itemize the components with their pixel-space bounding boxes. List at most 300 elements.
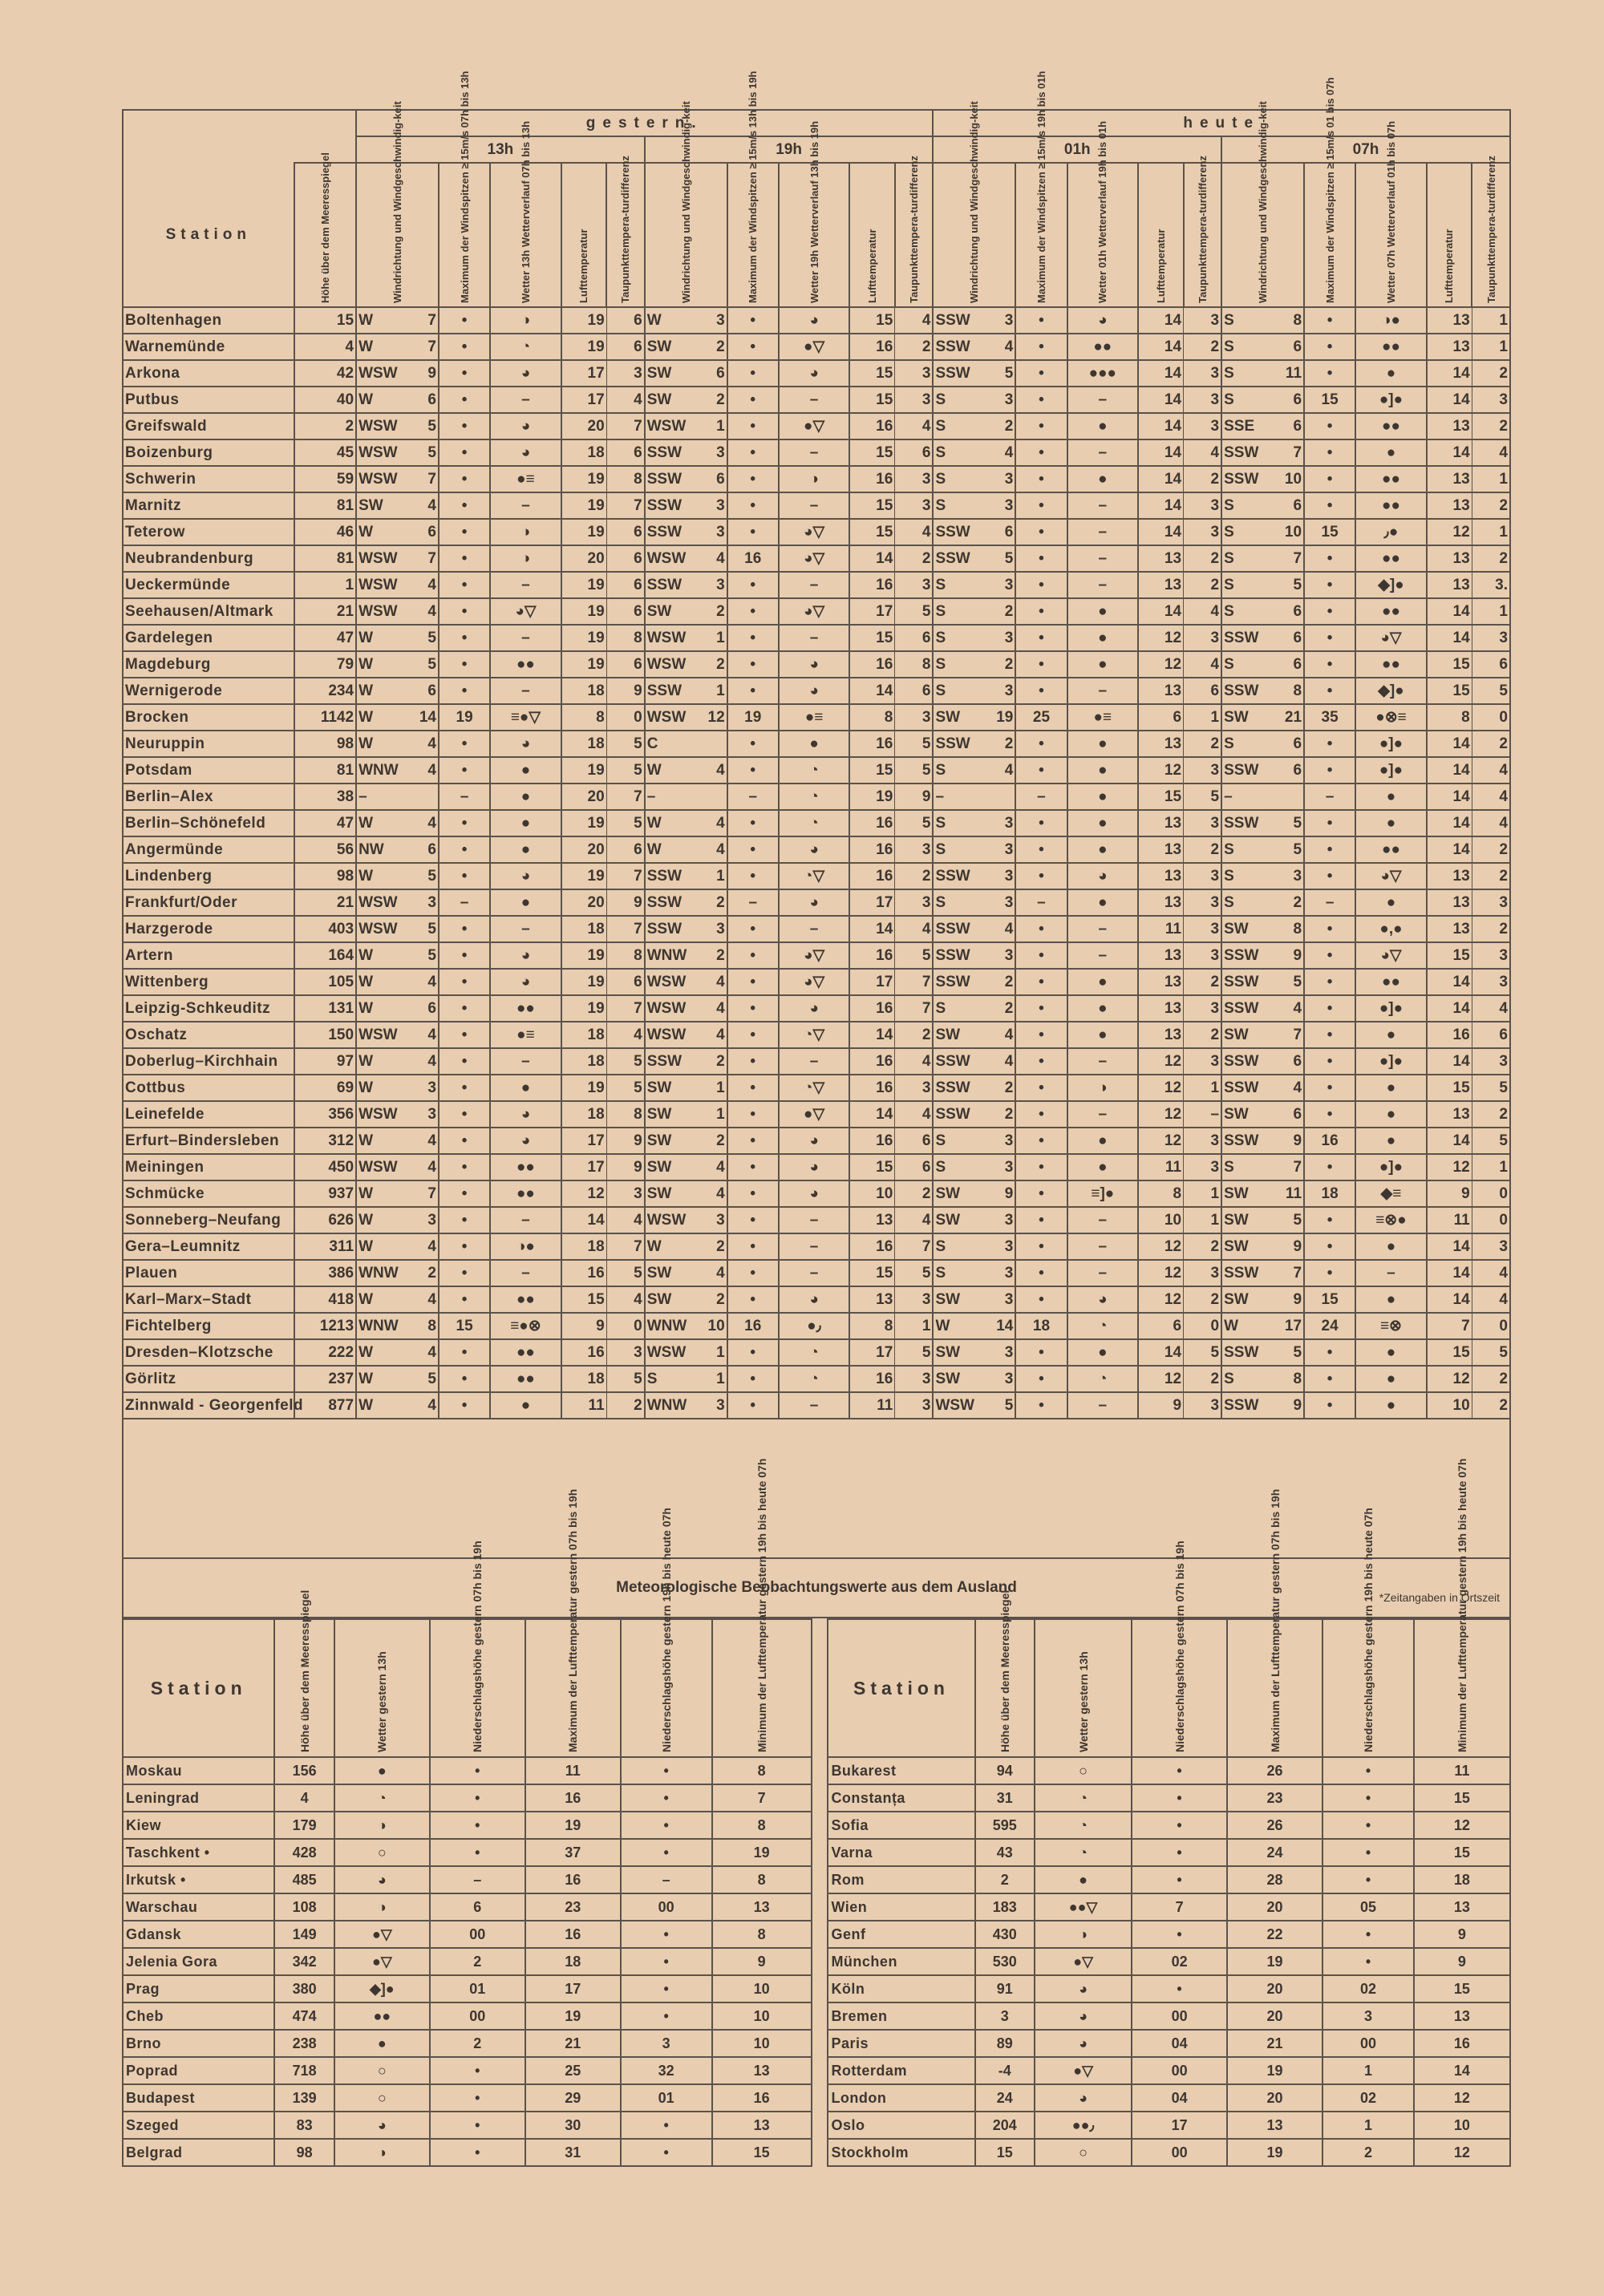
wind-speed-01: 3 xyxy=(985,572,1016,598)
dew-13: 9 xyxy=(606,1154,645,1180)
foreign-weather: ◕ xyxy=(1035,2002,1132,2030)
foreign-station-name: Leningrad xyxy=(123,1784,274,1812)
altitude: 59 xyxy=(294,466,356,492)
temp-01: 12 xyxy=(1138,651,1183,678)
dew-01: 5 xyxy=(1184,1339,1222,1366)
dew-07: 5 xyxy=(1472,1075,1510,1101)
weather-13: ◔ xyxy=(490,334,561,360)
wind-dir-01: S xyxy=(933,1233,984,1260)
gust-13: • xyxy=(439,334,490,360)
temp-01: 8 xyxy=(1138,1180,1183,1207)
foreign-weather: ●▽ xyxy=(334,1921,430,1948)
wind-speed-07: 6 xyxy=(1273,1101,1304,1128)
dew-07: 3 xyxy=(1472,625,1510,651)
foreign-min-temp: 13 xyxy=(712,1893,812,1921)
weather-01: ● xyxy=(1067,784,1139,810)
altitude: 81 xyxy=(294,545,356,572)
weather-01: ◕ xyxy=(1067,863,1139,889)
foreign-max-temp: 25 xyxy=(525,2057,621,2084)
gust-19: • xyxy=(727,439,779,466)
dew-13: 5 xyxy=(606,1260,645,1286)
blank-spacer-row xyxy=(123,1419,1510,1558)
dew-19: 5 xyxy=(895,598,934,625)
foreign-station-name: Paris xyxy=(828,2030,974,2057)
temp-07: 16 xyxy=(1427,1022,1472,1048)
temp-19: 15 xyxy=(849,625,894,651)
altitude: 42 xyxy=(294,360,356,387)
wind-dir-19: S xyxy=(645,1366,696,1392)
wind-speed-13: 4 xyxy=(407,731,439,757)
weather-07: ≡⊗ xyxy=(1355,1313,1427,1339)
temp-01: 14 xyxy=(1138,492,1183,519)
station-row xyxy=(123,1101,1510,1128)
dew-13: 7 xyxy=(606,916,645,942)
temp-13: 19 xyxy=(561,942,606,969)
gust-01: • xyxy=(1015,519,1067,545)
dew-01: 3 xyxy=(1184,1048,1222,1075)
foreign-precip-night: 02 xyxy=(1322,2084,1414,2112)
weather-19: – xyxy=(779,387,850,413)
foreign-min-temp: 9 xyxy=(712,1948,812,1975)
temp-13: 18 xyxy=(561,678,606,704)
station-name: Karl–Marx–Stadt xyxy=(123,1286,294,1313)
weather-01: ◑ xyxy=(1067,1075,1139,1101)
foreign-precip-night: 02 xyxy=(1322,1975,1414,2002)
weather-01: ◔ xyxy=(1067,1366,1139,1392)
foreign-station-name: München xyxy=(828,1948,974,1975)
temp-19: 19 xyxy=(849,784,894,810)
dew-19: 5 xyxy=(895,731,934,757)
dew-13: 5 xyxy=(606,757,645,784)
gust-13: • xyxy=(439,572,490,598)
gust-07: • xyxy=(1304,757,1355,784)
wind-speed-19: 4 xyxy=(696,836,727,863)
gust-07: • xyxy=(1304,836,1355,863)
wind-speed-07: 6 xyxy=(1273,387,1304,413)
foreign-max-temp: 17 xyxy=(525,1975,621,2002)
wind-dir-13: W xyxy=(356,995,407,1022)
wind-speed-19: 10 xyxy=(696,1313,727,1339)
gust-19: • xyxy=(727,334,779,360)
foreign-row xyxy=(123,2030,1510,2057)
temp-19: 15 xyxy=(849,519,894,545)
foreign-precip-night: • xyxy=(1322,1866,1414,1893)
wind-dir-19: SSW xyxy=(645,519,696,545)
wind-speed-19: 2 xyxy=(696,889,727,916)
weather-07: ≡⊗● xyxy=(1355,1207,1427,1233)
wind-speed-13: 7 xyxy=(407,545,439,572)
temp-13: 18 xyxy=(561,1101,606,1128)
foreign-precip-day: 00 xyxy=(1132,2002,1227,2030)
dew-13: 7 xyxy=(606,863,645,889)
foreign-row xyxy=(123,1921,1510,1948)
temp-01: 6 xyxy=(1138,704,1183,731)
wind-dir-13: W xyxy=(356,1392,407,1419)
dew-13: 3 xyxy=(606,1339,645,1366)
dew-01: 2 xyxy=(1184,1022,1222,1048)
column-gap xyxy=(812,1784,828,1812)
temp-07: 13 xyxy=(1427,572,1472,598)
wind-dir-13: W xyxy=(356,519,407,545)
temp-19: 14 xyxy=(849,1022,894,1048)
dew-01: – xyxy=(1184,1101,1222,1128)
wind-speed-07: 9 xyxy=(1273,1392,1304,1419)
wind-dir-19: SSW xyxy=(645,466,696,492)
foreign-min-temp: 16 xyxy=(1414,2030,1510,2057)
weather-01: – xyxy=(1067,1207,1139,1233)
temp-19: 16 xyxy=(849,836,894,863)
foreign-station-name: Bremen xyxy=(828,2002,974,2030)
dew-19: 5 xyxy=(895,1260,934,1286)
weather-07: ●]● xyxy=(1355,1154,1427,1180)
foreign-weather: ● xyxy=(334,1757,430,1784)
weather-19: ◕ xyxy=(779,889,850,916)
weather-13: ● xyxy=(490,757,561,784)
wind-speed-07: 5 xyxy=(1273,572,1304,598)
wind-dir-13: WSW xyxy=(356,916,407,942)
weather-01: ● xyxy=(1067,625,1139,651)
foreign-weather: ◕ xyxy=(334,2112,430,2139)
wind-speed-07: 9 xyxy=(1273,1128,1304,1154)
foreign-max-temp: 22 xyxy=(1227,1921,1322,1948)
weather-13: ●≡ xyxy=(490,1022,561,1048)
foreign-min-temp: 15 xyxy=(1414,1975,1510,2002)
wind-dir-07: S xyxy=(1221,1366,1273,1392)
wind-dir-19: WSW xyxy=(645,651,696,678)
wind-dir-01: SW xyxy=(933,1339,984,1366)
dew-01: 3 xyxy=(1184,519,1222,545)
wind-dir-07: S xyxy=(1221,334,1273,360)
altitude: 150 xyxy=(294,1022,356,1048)
wind-dir-01: S xyxy=(933,810,984,836)
station-row xyxy=(123,334,1510,360)
wind-dir-13: W xyxy=(356,625,407,651)
foreign-min-temp: 9 xyxy=(1414,1948,1510,1975)
temp-01: 12 xyxy=(1138,625,1183,651)
temp-13: 17 xyxy=(561,1154,606,1180)
wind-dir-19: WNW xyxy=(645,1313,696,1339)
dew-01: 3 xyxy=(1184,492,1222,519)
wind-dir-01: SW xyxy=(933,1180,984,1207)
foreign-altitude: 380 xyxy=(274,1975,334,2002)
temp-07: 14 xyxy=(1427,810,1472,836)
altitude: 69 xyxy=(294,1075,356,1101)
weather-07: ● xyxy=(1355,1022,1427,1048)
station-name: Arkona xyxy=(123,360,294,387)
foreign-max-temp: 20 xyxy=(1227,1893,1322,1921)
foreign-max-temp: 19 xyxy=(525,2002,621,2030)
wind-dir-13: W xyxy=(356,942,407,969)
foreign-min-temp: 12 xyxy=(1414,2139,1510,2166)
dew-01: 3 xyxy=(1184,1154,1222,1180)
dew-07: 6 xyxy=(1472,651,1510,678)
weather-19: ●≡ xyxy=(779,704,850,731)
wind-dir-01: S xyxy=(933,492,984,519)
foreign-altitude: 179 xyxy=(274,1812,334,1839)
gust-13: • xyxy=(439,307,490,334)
station-name: Magdeburg xyxy=(123,651,294,678)
foreign-station-name: Rotterdam xyxy=(828,2057,974,2084)
station-row xyxy=(123,1286,1510,1313)
wind-dir-13: W xyxy=(356,1048,407,1075)
temp-01: 14 xyxy=(1138,466,1183,492)
gust-13: • xyxy=(439,439,490,466)
foreign-precip-night: 01 xyxy=(621,2084,712,2112)
foreign-altitude: 91 xyxy=(975,1975,1035,2002)
temp-07: 12 xyxy=(1427,1154,1472,1180)
temp-01: 14 xyxy=(1138,334,1183,360)
column-gap xyxy=(812,2084,828,2112)
gust-07: • xyxy=(1304,1339,1355,1366)
wind-speed-19: 4 xyxy=(696,757,727,784)
weather-01: – xyxy=(1067,572,1139,598)
temp-07: 14 xyxy=(1427,625,1472,651)
station-row xyxy=(123,810,1510,836)
wind-dir-13: W xyxy=(356,704,407,731)
wind-dir-07: SSW xyxy=(1221,1260,1273,1286)
foreign-precip-day: 00 xyxy=(1132,2057,1227,2084)
foreign-min-temp: 16 xyxy=(712,2084,812,2112)
wind-dir-07: SSW xyxy=(1221,942,1273,969)
gust-19: • xyxy=(727,360,779,387)
gust-19: • xyxy=(727,995,779,1022)
wind-speed-13: 7 xyxy=(407,307,439,334)
temp-01: 10 xyxy=(1138,1207,1183,1233)
dew-07: 2 xyxy=(1472,863,1510,889)
temp-01: 15 xyxy=(1138,784,1183,810)
temp-01: 13 xyxy=(1138,969,1183,995)
gust-07: • xyxy=(1304,1154,1355,1180)
weather-13: ◑ xyxy=(490,307,561,334)
altitude: 222 xyxy=(294,1339,356,1366)
temp-19: 17 xyxy=(849,1339,894,1366)
foreign-precip-day: • xyxy=(430,2139,525,2166)
wind-dir-07: S xyxy=(1221,519,1273,545)
weather-13: ◕ xyxy=(490,942,561,969)
dew-19: 4 xyxy=(895,307,934,334)
weather-19: – xyxy=(779,1233,850,1260)
temp-01: 12 xyxy=(1138,1101,1183,1128)
gust-19: • xyxy=(727,598,779,625)
wind-dir-19: SSW xyxy=(645,863,696,889)
gust-01: • xyxy=(1015,969,1067,995)
foreign-precip-day: 2 xyxy=(430,1948,525,1975)
wind-dir-13: WSW xyxy=(356,545,407,572)
foreign-min-header-left: Minimum der Lufttemperatur gestern 19h bis heute 07h xyxy=(712,1619,812,1757)
altitude: 98 xyxy=(294,731,356,757)
gust-19: 16 xyxy=(727,545,779,572)
weather-19: ●▽ xyxy=(779,413,850,439)
gust-07: • xyxy=(1304,969,1355,995)
foreign-max-temp: 18 xyxy=(525,1948,621,1975)
station-row xyxy=(123,1392,1510,1419)
weather-19: ◔▽ xyxy=(779,1022,850,1048)
weather-13: – xyxy=(490,1048,561,1075)
gust-19: • xyxy=(727,810,779,836)
wind-speed-13: 7 xyxy=(407,466,439,492)
wind-dir-13: WSW xyxy=(356,1154,407,1180)
wind-dir-07: SW xyxy=(1221,704,1273,731)
gust-13: • xyxy=(439,492,490,519)
temp-07-header: Lufttemperatur xyxy=(1427,163,1472,307)
dew-13-header: Taupunkttempera-turdifferenz xyxy=(606,163,645,307)
weather-13: ◕ xyxy=(490,439,561,466)
wind-speed-07: 6 xyxy=(1273,625,1304,651)
dew-13: 7 xyxy=(606,1233,645,1260)
temp-19: 16 xyxy=(849,1075,894,1101)
foreign-precip-night: • xyxy=(621,1921,712,1948)
foreign-station-name: Bukarest xyxy=(828,1757,974,1784)
weather-13: ● xyxy=(490,836,561,863)
wind-speed-13: 3 xyxy=(407,889,439,916)
wind-speed-13: 5 xyxy=(407,625,439,651)
temp-07: 13 xyxy=(1427,466,1472,492)
foreign-max-header-right: Maximum der Lufttemperatur gestern 07h bis 19h xyxy=(1227,1619,1322,1757)
wind-speed-01: 2 xyxy=(985,731,1016,757)
wind-dir-13: SW xyxy=(356,492,407,519)
wind-speed-01: 3 xyxy=(985,678,1016,704)
foreign-row xyxy=(123,1893,1510,1921)
foreign-max-temp: 28 xyxy=(1227,1866,1322,1893)
gust-07: 15 xyxy=(1304,519,1355,545)
gust-01: • xyxy=(1015,1286,1067,1313)
weather-13: ◑ xyxy=(490,545,561,572)
wind-speed-19: 4 xyxy=(696,1022,727,1048)
station-name: Schwerin xyxy=(123,466,294,492)
station-name: Fichtelberg xyxy=(123,1313,294,1339)
foreign-min-temp: 13 xyxy=(712,2112,812,2139)
weather-13: ●● xyxy=(490,995,561,1022)
temp-13: 19 xyxy=(561,863,606,889)
station-row xyxy=(123,625,1510,651)
foreign-max-temp: 29 xyxy=(525,2084,621,2112)
dew-19: 3 xyxy=(895,387,934,413)
foreign-weather: ●●▽ xyxy=(1035,1893,1132,1921)
foreign-precip-day: • xyxy=(1132,1839,1227,1866)
weather-07: ● xyxy=(1355,810,1427,836)
domestic-rows xyxy=(123,307,1510,1419)
wind-dir-07: SSW xyxy=(1221,466,1273,492)
foreign-max-temp: 20 xyxy=(1227,2002,1322,2030)
foreign-altitude: 474 xyxy=(274,2002,334,2030)
dew-01: 3 xyxy=(1184,810,1222,836)
foreign-station-name: Moskau xyxy=(123,1757,274,1784)
wind-dir-07: SW xyxy=(1221,1233,1273,1260)
weather-07: ●● xyxy=(1355,413,1427,439)
weather-01: ● xyxy=(1067,889,1139,916)
foreign-weather: ◔ xyxy=(334,1784,430,1812)
foreign-weather: ○ xyxy=(1035,2139,1132,2166)
weather-01: ≡]● xyxy=(1067,1180,1139,1207)
foreign-precip-day: • xyxy=(430,2112,525,2139)
foreign-weather: ◔ xyxy=(1035,1812,1132,1839)
altitude: 234 xyxy=(294,678,356,704)
dew-07: 2 xyxy=(1472,731,1510,757)
wind-dir-07: S xyxy=(1221,307,1273,334)
altitude: 56 xyxy=(294,836,356,863)
wind-speed-07 xyxy=(1273,784,1304,810)
dew-01: 2 xyxy=(1184,466,1222,492)
gust-19: • xyxy=(727,519,779,545)
foreign-max-header-left: Maximum der Lufttemperatur gestern 07h bis 19h xyxy=(525,1619,621,1757)
temp-13: 20 xyxy=(561,413,606,439)
weather-07: ● xyxy=(1355,1101,1427,1128)
dew-19: 7 xyxy=(895,995,934,1022)
foreign-station-name: Gdansk xyxy=(123,1921,274,1948)
station-name: Dresden–Klotzsche xyxy=(123,1339,294,1366)
weather-01: – xyxy=(1067,387,1139,413)
dew-13: 4 xyxy=(606,1022,645,1048)
station-name: Berlin–Schönefeld xyxy=(123,810,294,836)
gust-01: • xyxy=(1015,598,1067,625)
weather-13: ● xyxy=(490,810,561,836)
wind-dir-07: SSE xyxy=(1221,413,1273,439)
weather-13: ◕▽ xyxy=(490,598,561,625)
altitude: 97 xyxy=(294,1048,356,1075)
wind-dir-13: W xyxy=(356,678,407,704)
temp-13: 18 xyxy=(561,731,606,757)
dew-01: 4 xyxy=(1184,598,1222,625)
wind-speed-19: 2 xyxy=(696,334,727,360)
foreign-precip-day: • xyxy=(430,2057,525,2084)
dew-07-header: Taupunkttempera-turdifferenz xyxy=(1472,163,1510,307)
temp-19: 14 xyxy=(849,545,894,572)
foreign-max-temp: 23 xyxy=(1227,1784,1322,1812)
foreign-precip-day: • xyxy=(1132,1921,1227,1948)
wind-speed-13: 4 xyxy=(407,1392,439,1419)
gust-01: • xyxy=(1015,1022,1067,1048)
column-gap xyxy=(812,1921,828,1948)
weather-07: ● xyxy=(1355,1233,1427,1260)
weather-13: – xyxy=(490,1260,561,1286)
gust-13: • xyxy=(439,731,490,757)
column-gap xyxy=(812,2057,828,2084)
foreign-row xyxy=(123,1866,1510,1893)
dew-19: 3 xyxy=(895,1392,934,1419)
temp-07: 14 xyxy=(1427,969,1472,995)
foreign-station-name: Kiew xyxy=(123,1812,274,1839)
wind-speed-19: 1 xyxy=(696,1366,727,1392)
weather-19: – xyxy=(779,1048,850,1075)
gust-07: • xyxy=(1304,492,1355,519)
temp-13: 19 xyxy=(561,307,606,334)
altitude: 356 xyxy=(294,1101,356,1128)
foreign-precip-night: • xyxy=(621,1948,712,1975)
dew-19: 2 xyxy=(895,1180,934,1207)
foreign-row xyxy=(123,1975,1510,2002)
station-name: Seehausen/Altmark xyxy=(123,598,294,625)
station-name: Sonneberg–Neufang xyxy=(123,1207,294,1233)
wind-speed-07: 6 xyxy=(1273,334,1304,360)
wind-dir-07: – xyxy=(1221,784,1273,810)
gust-07: • xyxy=(1304,1392,1355,1419)
foreign-station-name: Cheb xyxy=(123,2002,274,2030)
foreign-altitude: 595 xyxy=(975,1812,1035,1839)
gust-07: • xyxy=(1304,731,1355,757)
weather-07: ●]● xyxy=(1355,387,1427,413)
wind-speed-01: 4 xyxy=(985,1048,1016,1075)
wind-speed-19: 4 xyxy=(696,810,727,836)
temp-13: 16 xyxy=(561,1260,606,1286)
temp-13: 8 xyxy=(561,704,606,731)
foreign-max-temp: 13 xyxy=(1227,2112,1322,2139)
wind-speed-13: 4 xyxy=(407,598,439,625)
altitude: 386 xyxy=(294,1260,356,1286)
foreign-weather: ◑ xyxy=(334,1812,430,1839)
wind-speed-13: 6 xyxy=(407,678,439,704)
gust-19: • xyxy=(727,1128,779,1154)
wind-speed-19: 1 xyxy=(696,678,727,704)
